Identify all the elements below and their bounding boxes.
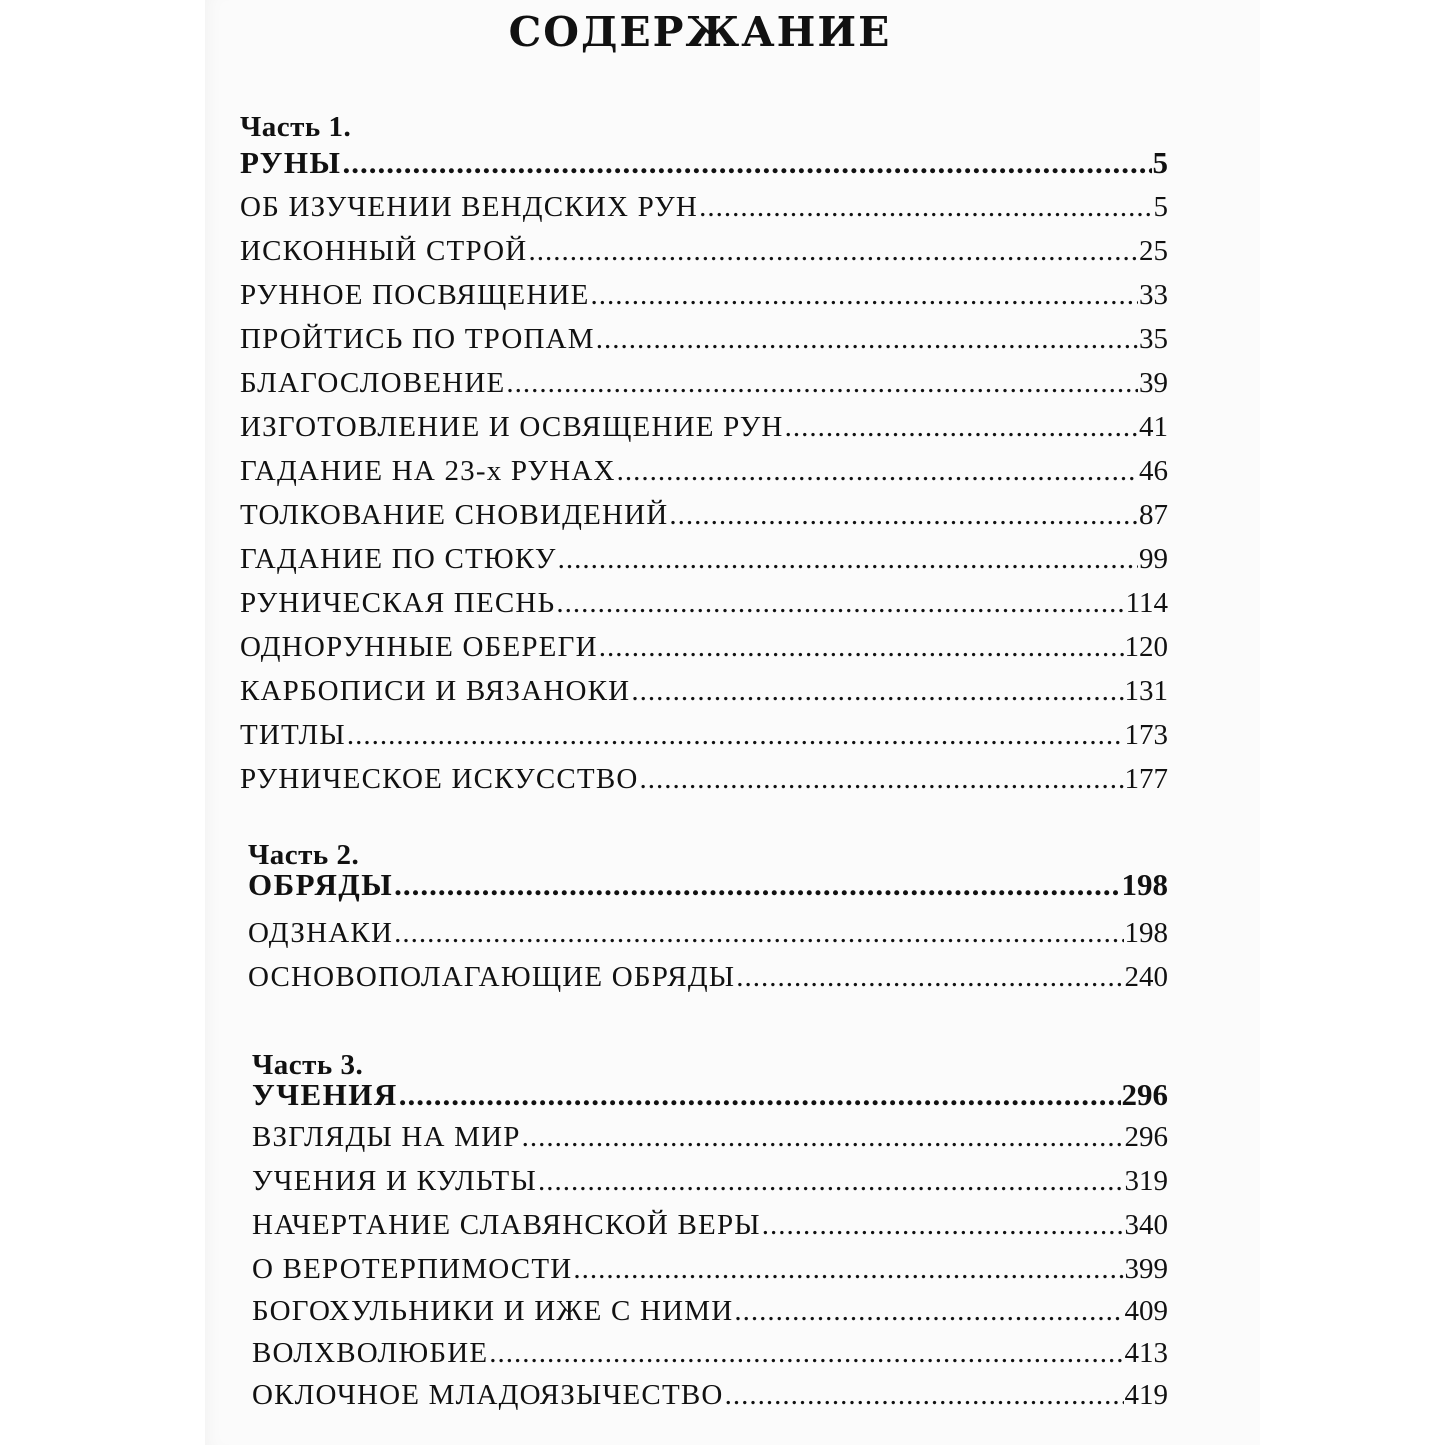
toc-entry-title: ОСНОВОПОЛАГАЮЩИЕ ОБРЯДЫ xyxy=(248,961,736,993)
toc-heading-part-2 xyxy=(240,866,1168,904)
toc-entry-page: 240 xyxy=(1124,961,1168,993)
dot-leader xyxy=(617,452,1138,490)
toc-entry-page: 87 xyxy=(1139,499,1168,531)
toc-entry-page: 319 xyxy=(1124,1165,1168,1197)
toc-entry-page: 99 xyxy=(1139,543,1168,575)
toc-heading-part-3 xyxy=(240,1076,1168,1114)
dot-leader xyxy=(631,672,1123,710)
toc-entry-page: 114 xyxy=(1125,587,1168,619)
dot-leader xyxy=(599,628,1124,666)
toc-entry xyxy=(240,584,1168,622)
toc-entry xyxy=(240,540,1168,578)
dot-leader xyxy=(762,1206,1124,1244)
toc-entry-title: КАРБОПИСИ И ВЯЗАНОКИ xyxy=(240,675,631,707)
toc-entry xyxy=(240,188,1168,226)
toc-heading-title: ОБРЯДЫ xyxy=(248,867,394,902)
toc-heading-part-1 xyxy=(240,144,1168,182)
toc-entry-title: ТИТЛЫ xyxy=(240,719,346,751)
toc-entry-title: ГАДАНИЕ НА 23-х РУНАХ xyxy=(240,455,616,487)
toc-entry-page: 413 xyxy=(1124,1337,1168,1369)
toc-entry-title: ВЗГЛЯДЫ НА МИР xyxy=(252,1121,521,1153)
dot-leader xyxy=(489,1334,1123,1372)
toc-entry-title: ИСКОННЫЙ СТРОЙ xyxy=(240,235,528,267)
toc-entry xyxy=(240,496,1168,534)
toc-entry-title: БЛАГОСЛОВЕНИЕ xyxy=(240,367,506,399)
toc-entry-page: 25 xyxy=(1139,235,1168,267)
dot-leader xyxy=(522,1118,1124,1156)
toc-entry xyxy=(240,1250,1168,1288)
toc-entry-title: БОГОХУЛЬНИКИ И ИЖЕ С НИМИ xyxy=(252,1295,734,1327)
dot-leader xyxy=(699,188,1152,226)
toc-entry-page: 340 xyxy=(1124,1209,1168,1241)
toc-entry-title: ГАДАНИЕ ПО СТЮКУ xyxy=(240,543,557,575)
toc-entry-page: 33 xyxy=(1139,279,1168,311)
toc-entry xyxy=(240,672,1168,710)
toc-entry xyxy=(240,1334,1168,1372)
toc-entry-title: НАЧЕРТАНИЕ СЛАВЯНСКОЙ ВЕРЫ xyxy=(252,1209,761,1241)
toc-entry-page: 399 xyxy=(1124,1253,1168,1285)
toc-entry-title: ТОЛКОВАНИЕ СНОВИДЕНИЙ xyxy=(240,499,669,531)
toc-entry xyxy=(240,276,1168,314)
toc-entry-title: РУНИЧЕСКОЕ ИСКУССТВО xyxy=(240,763,639,795)
toc-entry-page: 131 xyxy=(1124,675,1168,707)
toc-entry-page: 39 xyxy=(1139,367,1168,399)
dot-leader xyxy=(573,1250,1123,1288)
toc-entry-page: 198 xyxy=(1124,917,1168,949)
dot-leader xyxy=(640,760,1124,798)
dot-leader xyxy=(734,1292,1123,1330)
part-1-label: Часть 1. xyxy=(240,111,352,143)
toc-entry xyxy=(240,1292,1168,1330)
toc-entry xyxy=(240,1118,1168,1156)
toc-entry xyxy=(240,1376,1168,1414)
toc-entry xyxy=(240,1162,1168,1200)
part-3-label: Часть 3. xyxy=(252,1049,364,1081)
dot-leader xyxy=(528,232,1138,270)
dot-leader xyxy=(342,144,1151,182)
toc-entry-title: ОДЗНАКИ xyxy=(248,917,394,949)
toc-entry-title: ВОЛХВОЛЮБИЕ xyxy=(252,1337,489,1369)
toc-entry-title: РУНИЧЕСКАЯ ПЕСНЬ xyxy=(240,587,556,619)
dot-leader xyxy=(725,1376,1124,1414)
toc-heading-page: 5 xyxy=(1152,145,1168,180)
dot-leader xyxy=(538,1162,1124,1200)
dot-leader xyxy=(394,914,1123,952)
toc-entry xyxy=(240,364,1168,402)
dot-leader xyxy=(591,276,1138,314)
dot-leader xyxy=(669,496,1138,534)
toc-entry-page: 46 xyxy=(1139,455,1168,487)
toc-entry-page: 5 xyxy=(1153,191,1168,223)
toc-heading-page: 198 xyxy=(1121,867,1168,902)
toc-heading-page: 296 xyxy=(1121,1077,1168,1112)
toc-heading-title: РУНЫ xyxy=(240,145,342,180)
dot-leader xyxy=(558,540,1138,578)
part-2-label: Часть 2. xyxy=(248,839,360,871)
toc-entry-title: ОКЛОЧНОЕ МЛАДОЯЗЫЧЕСТВО xyxy=(252,1379,724,1411)
toc-entry-page: 419 xyxy=(1124,1379,1168,1411)
toc-entry-page: 41 xyxy=(1139,411,1168,443)
toc-entry-title: О ВЕРОТЕРПИМОСТИ xyxy=(252,1253,573,1285)
toc-entry xyxy=(240,958,1168,996)
dot-leader xyxy=(394,866,1120,904)
toc-entry xyxy=(240,320,1168,358)
dot-leader xyxy=(736,958,1123,996)
dot-leader xyxy=(399,1076,1121,1114)
toc-entry-title: ИЗГОТОВЛЕНИЕ И ОСВЯЩЕНИЕ РУН xyxy=(240,411,784,443)
toc-entry-page: 120 xyxy=(1124,631,1168,663)
toc-entry-page: 409 xyxy=(1124,1295,1168,1327)
toc-entry-page: 173 xyxy=(1124,719,1168,751)
dot-leader xyxy=(506,364,1138,402)
toc-entry-title: ОДНОРУННЫЕ ОБЕРЕГИ xyxy=(240,631,598,663)
toc-entry xyxy=(240,760,1168,798)
dot-leader xyxy=(347,716,1124,754)
dot-leader xyxy=(596,320,1138,358)
toc-entry xyxy=(240,716,1168,754)
toc-entry-title: РУННОЕ ПОСВЯЩЕНИЕ xyxy=(240,279,590,311)
toc-entry xyxy=(240,914,1168,952)
toc-entry-page: 177 xyxy=(1124,763,1168,795)
toc-entry-page: 296 xyxy=(1124,1121,1168,1153)
toc-entry xyxy=(240,628,1168,666)
dot-leader xyxy=(556,584,1124,622)
dot-leader xyxy=(785,408,1138,446)
toc-entry-page: 35 xyxy=(1139,323,1168,355)
toc-heading-title: УЧЕНИЯ xyxy=(252,1077,398,1112)
toc-entry xyxy=(240,1206,1168,1244)
toc-entry-title: УЧЕНИЯ И КУЛЬТЫ xyxy=(252,1165,537,1197)
toc-entry-title: ОБ ИЗУЧЕНИИ ВЕНДСКИХ РУН xyxy=(240,191,699,223)
toc-entry-title: ПРОЙТИСЬ ПО ТРОПАМ xyxy=(240,323,595,355)
toc-entry xyxy=(240,452,1168,490)
toc-entry xyxy=(240,232,1168,270)
page-title: СОДЕРЖАНИЕ xyxy=(508,8,892,56)
toc-entry xyxy=(240,408,1168,446)
